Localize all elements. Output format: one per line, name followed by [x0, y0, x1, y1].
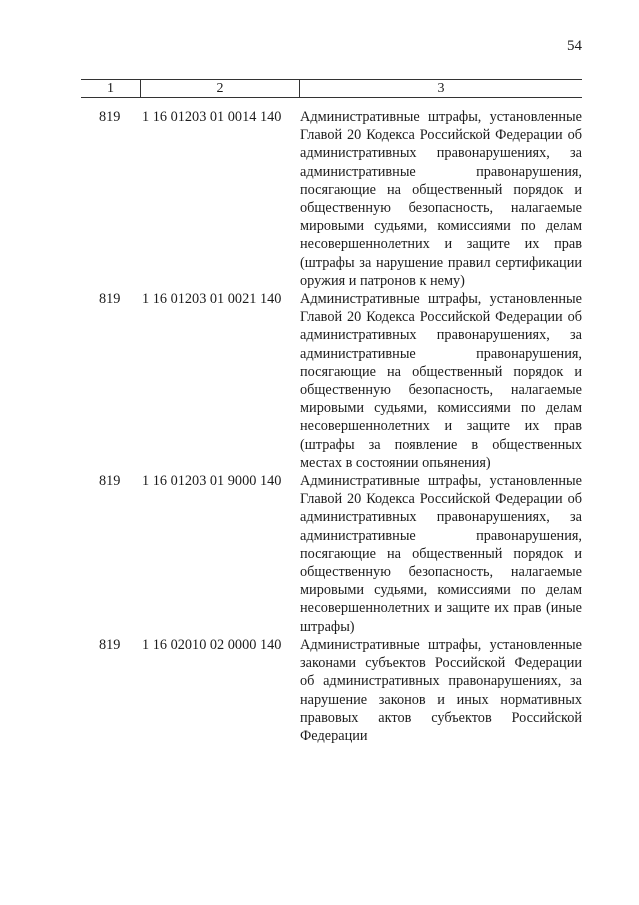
row-description: Административные штрафы, установленные Главой 20 Кодекса Российской Федерации об административных правонарушениях, за административные правонарушения, посягающие на общественный порядок и общественную безопасность, налагаемые мировыми судьями, комиссиями по делам несовершеннолетних и защите их прав (штрафы за появление в общественных местах в состоянии опьянения) [300, 291, 582, 471]
row-description: Административные штрафы, установленные законами субъектов Российской Федерации об административных правонарушениях, за нарушение законов и иных нормативных правовых актов субъектов Российской Федерации [300, 636, 582, 744]
table-header-col-2: 2 [140, 80, 300, 97]
kbk-code: 1 16 01203 01 9000 140 [142, 473, 282, 490]
admin-code: 819 [99, 473, 121, 490]
row-description: Административные штрафы, установленные Главой 20 Кодекса Российской Федерации об административных правонарушениях, за административные правонарушения, посягающие на общественный порядок и общественную безопасность, налагаемые мировыми судьями, комиссиями по делам несовершеннолетних и защите их прав (иные штрафы) [300, 473, 582, 635]
admin-code: 819 [99, 636, 121, 653]
table-header [81, 79, 582, 98]
table-row [81, 108, 582, 290]
table-row [81, 636, 582, 745]
table-row [81, 290, 582, 472]
row-description: Административные штрафы, установленные Главой 20 Кодекса Российской Федерации об административных правонарушениях, за административные правонарушения, посягающие на общественный порядок и общественную безопасность, налагаемые мировыми судьями, комиссиями по делам несовершеннолетних и защите их прав (штрафы за нарушение правил сертификации оружия и патронов к нему) [300, 109, 582, 289]
admin-code: 819 [99, 291, 121, 308]
table-row [81, 472, 582, 636]
table-header-col-1: 1 [107, 81, 114, 96]
table-body [81, 108, 582, 745]
kbk-code: 1 16 02010 02 0000 140 [142, 636, 282, 653]
kbk-code: 1 16 01203 01 0021 140 [142, 291, 282, 308]
table-header-col-3: 3 [437, 81, 445, 96]
kbk-code: 1 16 01203 01 0014 140 [142, 109, 282, 125]
admin-code: 819 [99, 109, 121, 125]
page-number: 54 [567, 38, 582, 54]
